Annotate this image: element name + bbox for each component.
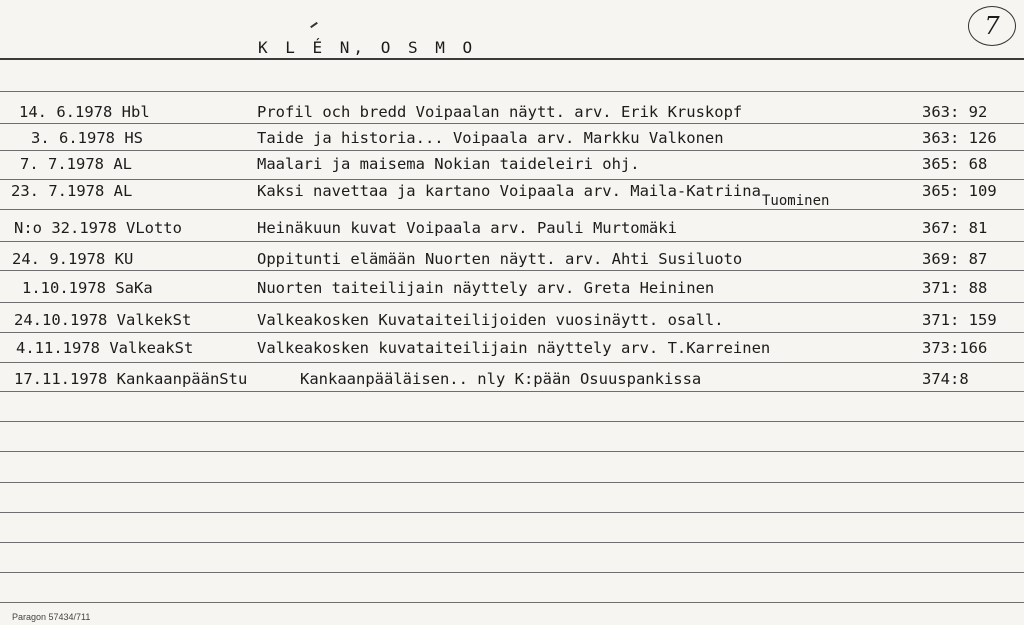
entry-date: N:o 32.1978 VLotto [14, 219, 182, 237]
card-number-circle: 7 [968, 6, 1016, 46]
entry-reference: 373:166 [922, 339, 988, 357]
entry-description: Kankaanpääläisen.. nly K:pään Osuuspankissa [300, 370, 702, 388]
header-rule [0, 58, 1024, 60]
entry-reference: 365: 68 [922, 155, 988, 173]
entry-row [0, 305, 1024, 335]
entry-description-continuation: Tuominen [762, 193, 830, 209]
entry-row [0, 364, 1024, 394]
entry-reference: 371: 88 [922, 279, 988, 297]
ruled-line [0, 602, 1024, 603]
entry-date: 24. 9.1978 KU [12, 250, 134, 268]
entry-reference: 367: 81 [922, 219, 988, 237]
ruled-line [0, 91, 1024, 92]
entry-description: Oppitunti elämään Nuorten näytt. arv. Ahti Susiluoto [257, 250, 743, 268]
entry-date: 14. 6.1978 Hbl [19, 103, 150, 121]
entry-row [0, 244, 1024, 274]
entry-date: 7. 7.1978 AL [20, 155, 132, 173]
entry-reference: 369: 87 [922, 250, 988, 268]
entry-description: Profil och bredd Voipaalan näytt. arv. Erik Kruskopf [257, 103, 743, 121]
entry-reference: 363: 92 [922, 103, 988, 121]
entry-reference: 363: 126 [922, 129, 997, 147]
ruled-line [0, 542, 1024, 543]
entry-reference: 374:8 [922, 370, 969, 388]
ruled-line [0, 209, 1024, 210]
entry-description: Valkeakosken kuvataiteilijain näyttely arv. T.Karreinen [257, 339, 771, 357]
entry-row [0, 273, 1024, 303]
ruled-line [0, 421, 1024, 422]
entry-description: Valkeakosken Kuvataiteilijoiden vuosinäytt. osall. [257, 311, 724, 329]
ruled-line [0, 482, 1024, 483]
ruled-line [0, 572, 1024, 573]
entry-date: 17.11.1978 KankaanpäänStu [14, 370, 248, 388]
entry-reference: 371: 159 [922, 311, 997, 329]
entry-row [0, 176, 1024, 209]
entry-date: 23. 7.1978 AL [11, 182, 133, 200]
entry-description: Heinäkuun kuvat Voipaala arv. Pauli Murtomäki [257, 219, 677, 237]
entry-date: 1.10.1978 SaKa [22, 279, 153, 297]
ruled-line [0, 451, 1024, 452]
entry-description: Taide ja historia... Voipaala arv. Markku Valkonen [257, 129, 724, 147]
entry-date: 3. 6.1978 HS [31, 129, 143, 147]
entry-description: Maalari ja maisema Nokian taideleiri ohj. [257, 155, 640, 173]
entry-date: 24.10.1978 ValkekSt [14, 311, 192, 329]
card-title: K L É N, O S M O [258, 38, 477, 57]
entry-row [0, 213, 1024, 243]
entry-row [0, 333, 1024, 363]
entry-row [0, 149, 1024, 179]
entry-date: 4.11.1978 ValkeakSt [16, 339, 194, 357]
entry-reference: 365: 109 [922, 182, 997, 200]
accent-mark [310, 22, 318, 28]
entry-description: Nuorten taiteilijain näyttely arv. Greta Heininen [257, 279, 715, 297]
ruled-line [0, 512, 1024, 513]
card-footer-print: Paragon 57434/711 [12, 612, 91, 622]
entry-description: Kaksi navettaa ja kartano Voipaala arv. Maila-Katriina [257, 182, 761, 200]
